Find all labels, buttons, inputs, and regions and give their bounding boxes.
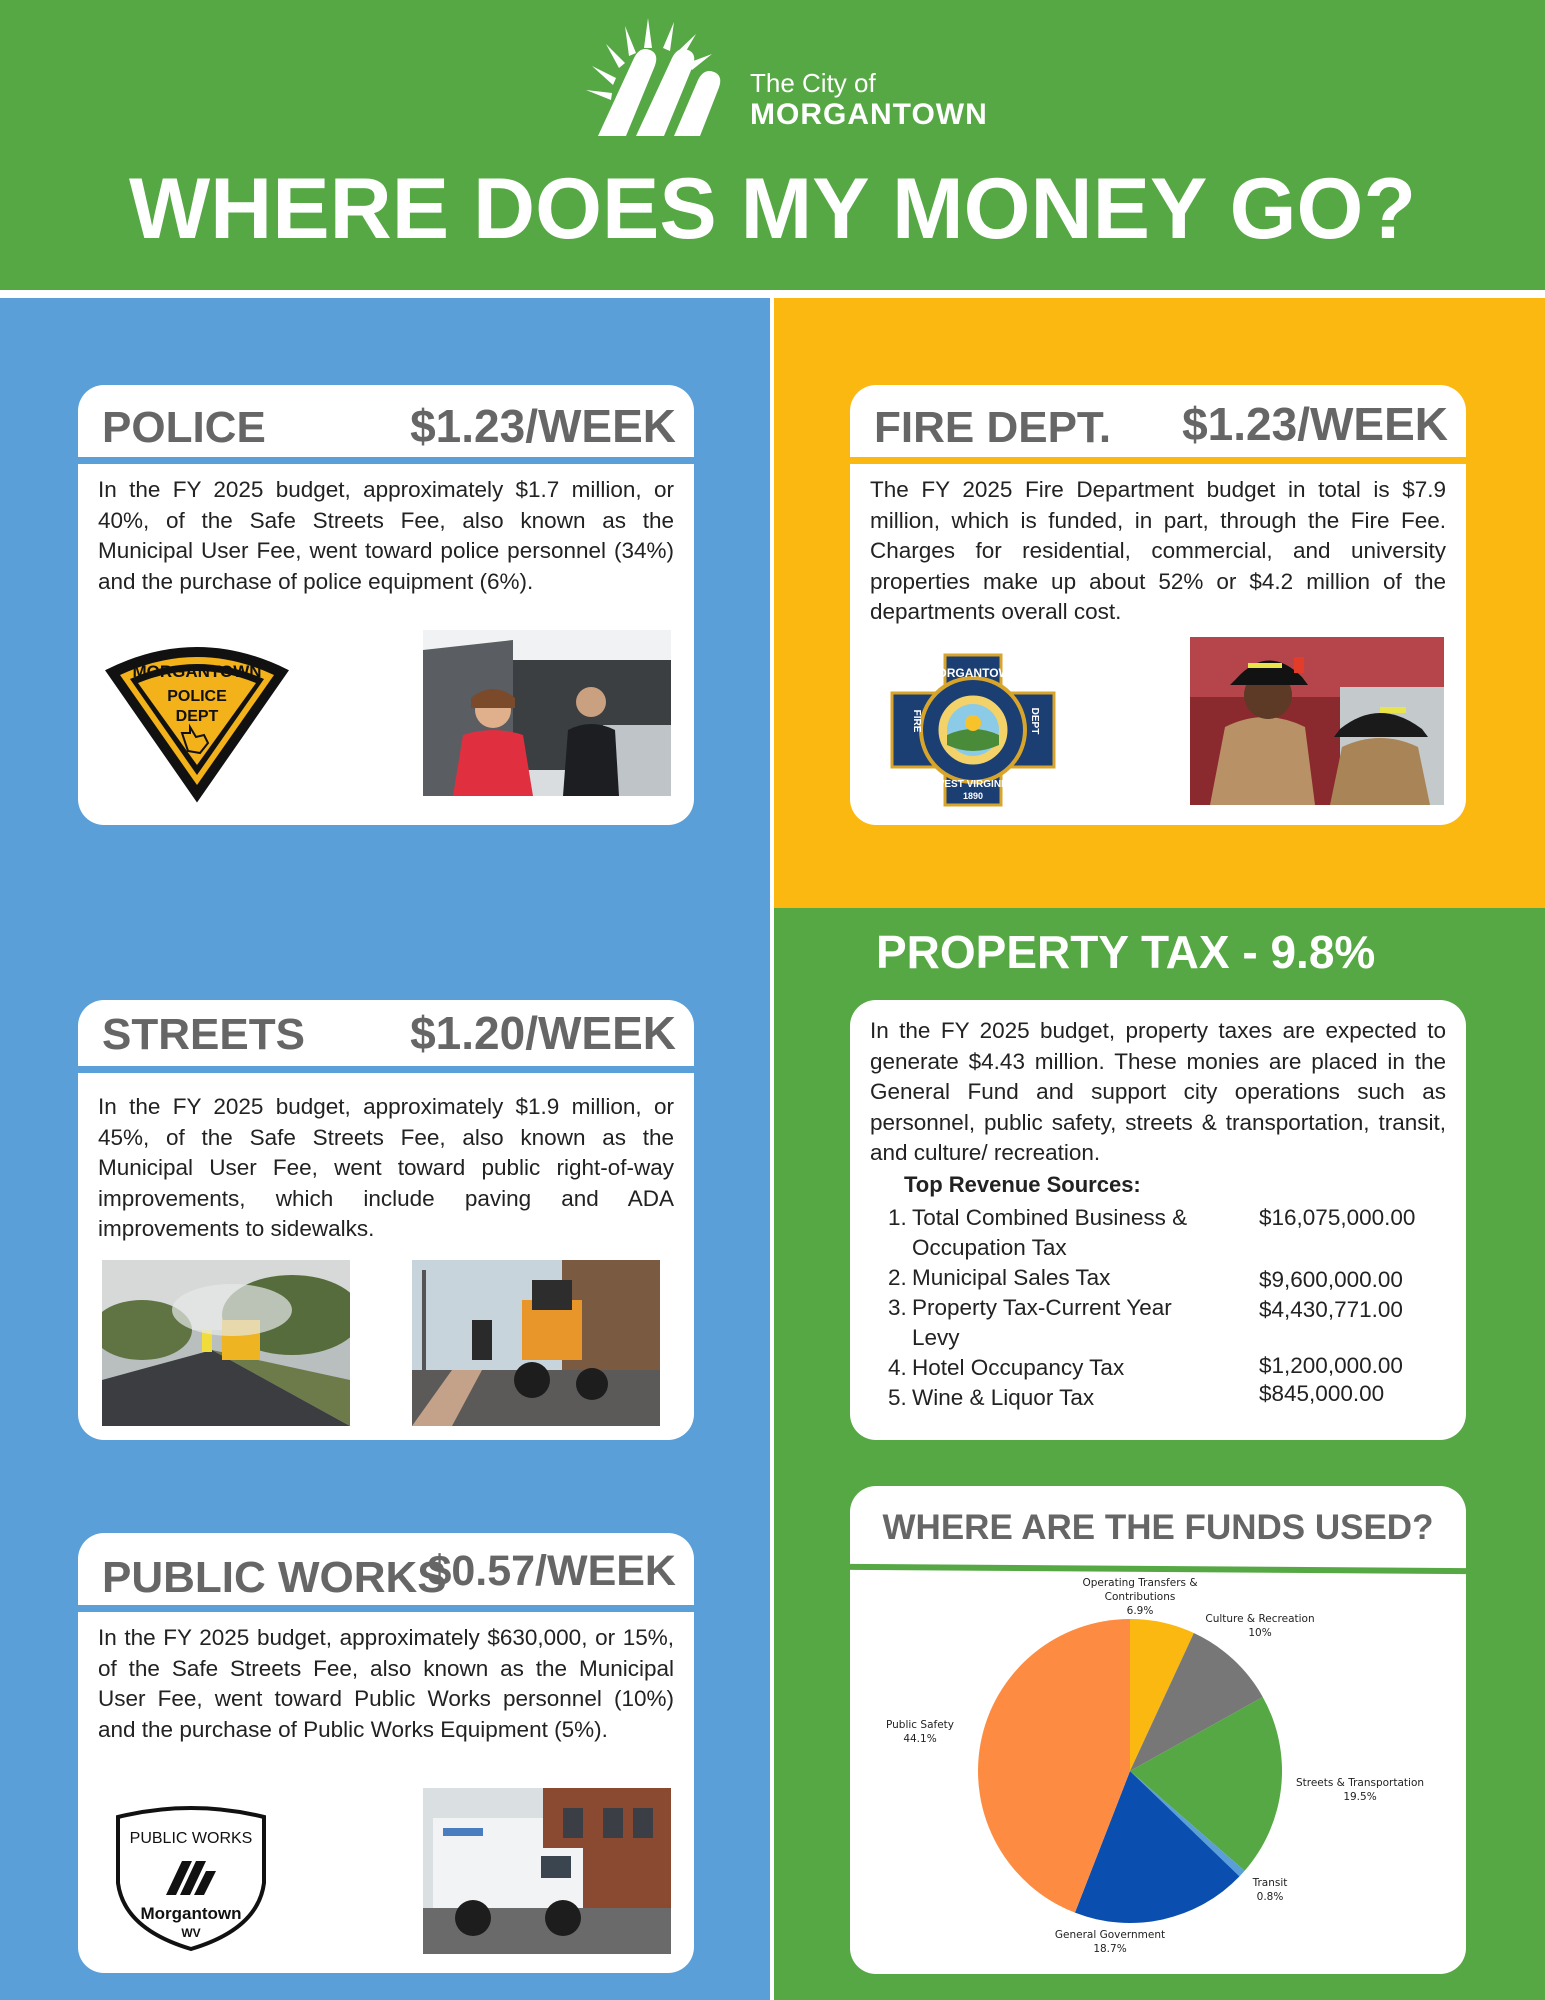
property-tax-description: In the FY 2025 budget, property taxes are expected to generate $4.43 million. These monies are placed in the General Fund and support city operations such as personnel, public safety, streets & transportation, transit, and culture/ recreation. xyxy=(870,1018,1446,1165)
revenue-item xyxy=(888,1203,1416,1263)
revenue-item xyxy=(888,1383,1408,1413)
pie-label-name: Operating Transfers & Contributions xyxy=(1082,1577,1198,1603)
logo-line-2: MORGANTOWN xyxy=(750,98,988,131)
police-badge-line3: DEPT xyxy=(175,708,219,725)
police-officer-photo xyxy=(423,630,671,796)
pie-label xyxy=(1180,1612,1340,1640)
streets-card-header xyxy=(78,1000,694,1074)
fire-description: The FY 2025 Fire Department budget in total is $7.9 million, which is funded, in part, through the Fire Fee. Charges for residential, commercial, and university properties make up about 52% or $4.2 million of the departments overall cost. xyxy=(870,477,1446,624)
pie-label-name: Streets & Transportation xyxy=(1295,1777,1425,1789)
streets-card xyxy=(78,1000,694,1440)
pie-label-value: 44.1% xyxy=(903,1733,937,1745)
pie-label-name: Public Safety xyxy=(886,1719,954,1731)
revenue-item-number: 1. xyxy=(888,1205,907,1230)
fire-badge-left: FIRE xyxy=(911,709,922,733)
revenue-item-name: Property Tax-Current Year Levy xyxy=(912,1295,1172,1350)
public-works-badge-line3: WV xyxy=(181,1926,201,1940)
pie-label xyxy=(1230,1876,1310,1904)
streets-divider xyxy=(78,1066,694,1073)
police-card xyxy=(78,385,694,825)
pie-label-value: 18.7% xyxy=(1093,1943,1127,1955)
police-badge-line2: POLICE xyxy=(167,688,227,705)
police-rate: $1.23/WEEK xyxy=(410,400,676,452)
sunburst-m-logo-icon xyxy=(570,18,745,148)
revenue-item-number: 5. xyxy=(888,1385,907,1410)
header-banner xyxy=(0,0,1545,290)
street-sweeper-photo xyxy=(412,1260,660,1426)
revenue-item-number: 4. xyxy=(888,1355,907,1380)
revenue-item xyxy=(888,1263,1408,1293)
revenue-item-amount: $4,430,771.00 xyxy=(1259,1297,1403,1322)
revenue-item-name: Municipal Sales Tax xyxy=(912,1265,1111,1290)
pie-label-value: 0.8% xyxy=(1256,1891,1284,1903)
public-works-rate: $0.57/WEEK xyxy=(427,1547,676,1595)
pie-label-value: 6.9% xyxy=(1126,1605,1154,1617)
revenue-item-amount: $1,200,000.00 xyxy=(1259,1353,1403,1378)
fire-divider xyxy=(850,457,1466,464)
revenue-item xyxy=(888,1293,1408,1353)
revenue-item-name: Wine & Liquor Tax xyxy=(912,1385,1095,1410)
fire-card xyxy=(850,385,1466,825)
fire-card-header xyxy=(850,385,1466,459)
property-tax-card xyxy=(850,1000,1466,1440)
pie-label-name: Culture & Recreation xyxy=(1205,1613,1315,1625)
police-divider xyxy=(78,457,694,464)
public-works-title: PUBLIC WORKS xyxy=(102,1553,447,1602)
police-badge-icon xyxy=(104,637,290,803)
police-card-header xyxy=(78,385,694,459)
revenue-item-number: 3. xyxy=(888,1295,907,1320)
public-works-badge-icon xyxy=(108,1803,274,1953)
public-works-truck-photo xyxy=(423,1788,671,1954)
paving-photo xyxy=(102,1260,350,1426)
fire-title: FIRE DEPT. xyxy=(874,403,1112,452)
revenue-item-name: Total Combined Business & Occupation Tax xyxy=(912,1205,1188,1260)
public-works-divider xyxy=(78,1605,694,1612)
revenue-heading: Top Revenue Sources: xyxy=(904,1172,1141,1197)
pie-label-value: 19.5% xyxy=(1343,1791,1377,1803)
streets-description: In the FY 2025 budget, approximately $1.9 million, or 45%, of the Safe Streets Fee, also known as the Municipal User Fee, went toward public right-of-way improvements, which include paving and ADA improvements to sidewalks. xyxy=(98,1094,674,1241)
firefighters-photo xyxy=(1190,637,1444,805)
fire-dept-badge-icon xyxy=(890,653,1056,807)
public-works-description: In the FY 2025 budget, approximately $630,000, or 15%, of the Safe Streets Fee, also known as the Municipal User Fee, went toward Public Works personnel (10%) and the purchase of Public Works Equipment (5%). xyxy=(98,1625,674,1742)
revenue-item-amount: $845,000.00 xyxy=(1259,1381,1385,1406)
police-description: In the FY 2025 budget, approximately $1.7 million, or 40%, of the Safe Streets Fee, also known as the Municipal User Fee, went toward police personnel (34%) and the purchase of police equipment (6%). xyxy=(98,477,674,594)
fire-badge-year: 1890 xyxy=(962,791,984,801)
pie-label-name: Transit xyxy=(1252,1877,1288,1889)
fire-badge-right: DEPT xyxy=(1029,707,1040,735)
vertical-divider xyxy=(770,298,774,2000)
pie-label xyxy=(1270,1776,1450,1804)
header-divider xyxy=(0,290,1545,298)
public-works-card-header xyxy=(78,1533,694,1607)
page-title: WHERE DOES MY MONEY GO? xyxy=(129,161,1416,257)
pie-label xyxy=(870,1718,970,1746)
fire-rate: $1.23/WEEK xyxy=(1182,398,1448,450)
property-tax-title: PROPERTY TAX - 9.8% xyxy=(876,926,1376,978)
revenue-item-amount: $9,600,000.00 xyxy=(1259,1267,1403,1292)
revenue-item-number: 2. xyxy=(888,1265,907,1290)
streets-rate: $1.20/WEEK xyxy=(410,1007,676,1059)
public-works-badge-line2: Morgantown xyxy=(140,1904,242,1923)
public-works-card xyxy=(78,1533,694,1973)
logo-line-1: The City of xyxy=(750,68,876,98)
public-works-badge-line1: PUBLIC WORKS xyxy=(129,1830,253,1847)
pie-label xyxy=(1010,1928,1210,1956)
streets-title: STREETS xyxy=(102,1010,305,1059)
revenue-item-amount: $16,075,000.00 xyxy=(1259,1205,1416,1230)
funds-card xyxy=(850,1486,1466,1974)
fire-badge-state: WEST VIRGINIA xyxy=(934,779,1012,790)
funds-title: WHERE ARE THE FUNDS USED? xyxy=(882,1508,1434,1547)
revenue-item-name: Hotel Occupancy Tax xyxy=(912,1355,1125,1380)
pie-label-value: 10% xyxy=(1248,1627,1272,1639)
police-badge-line1: MORGANTOWN xyxy=(132,662,262,681)
fire-badge-city: MORGANTOWN xyxy=(927,666,1019,680)
pie-label-name: General Government xyxy=(1054,1929,1166,1941)
police-title: POLICE xyxy=(102,403,266,452)
city-logo xyxy=(570,18,990,148)
